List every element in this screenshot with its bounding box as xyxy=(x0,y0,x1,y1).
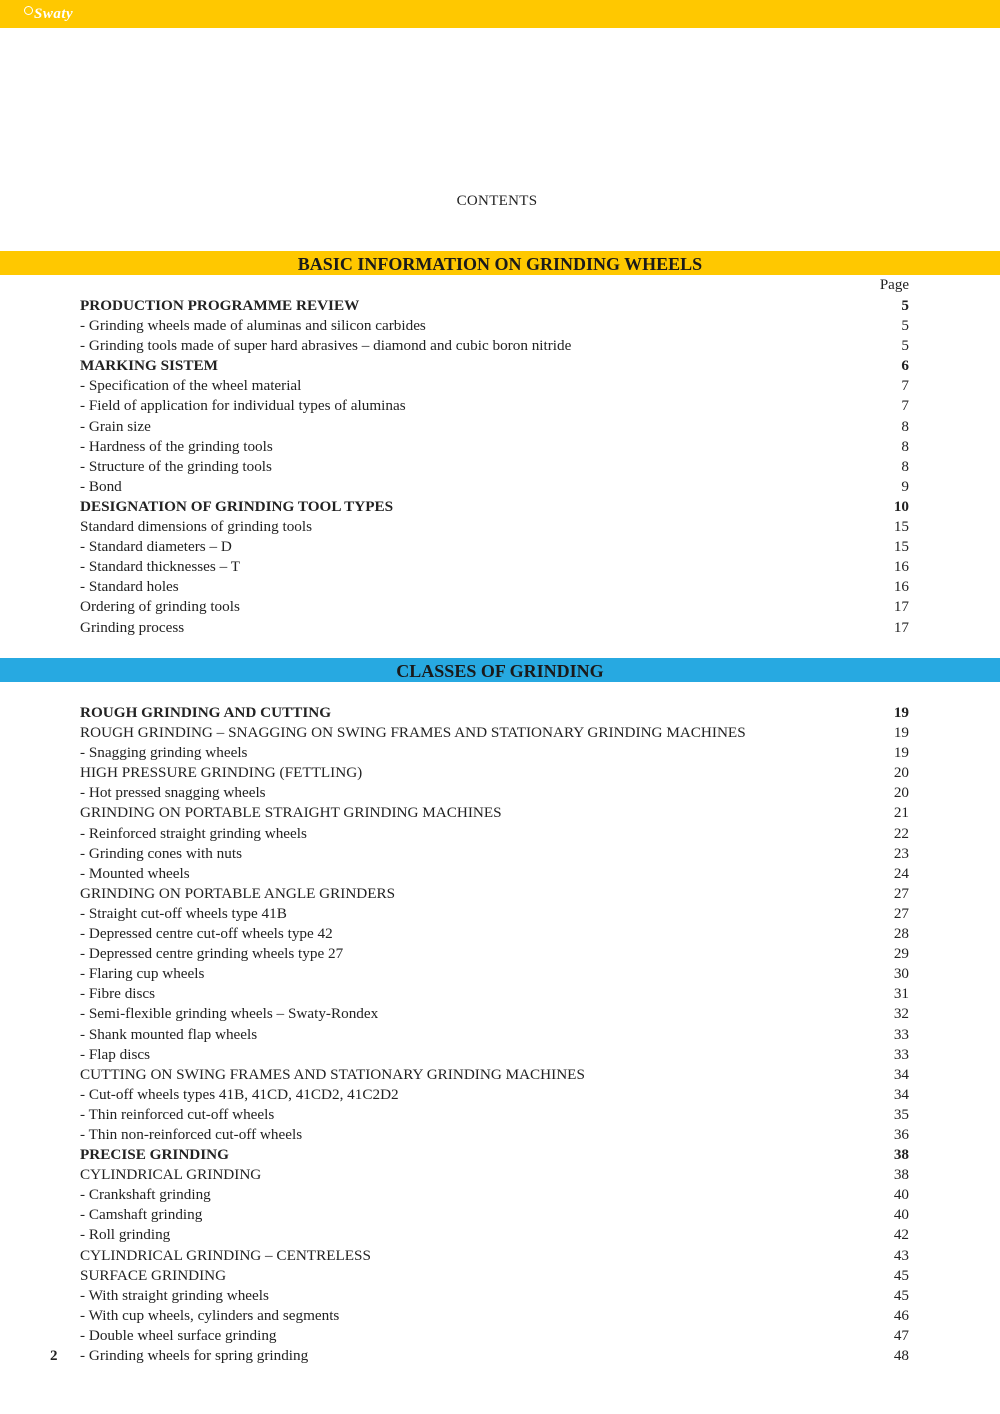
toc-entry xyxy=(80,824,909,844)
toc-entry xyxy=(80,924,909,944)
toc-entry xyxy=(80,1185,909,1205)
logo-text: Swaty xyxy=(34,6,74,22)
toc-entry-page: 48 xyxy=(893,1347,909,1364)
toc-entry-title: - Grain size xyxy=(80,417,151,435)
toc-entry-title: - Mounted wheels xyxy=(80,864,190,882)
toc-entry xyxy=(80,763,909,783)
toc-entry-title: - Depressed centre grinding wheels type 27 xyxy=(80,945,344,963)
toc-entry-page: 42 xyxy=(893,1226,909,1244)
toc-entry-title: GRINDING ON PORTABLE STRAIGHT GRINDING MACHINES xyxy=(80,804,502,822)
toc-entry xyxy=(80,557,909,577)
toc-entry xyxy=(80,1306,909,1326)
toc-entry-page: 7 xyxy=(901,397,909,415)
toc-entry-title: ROUGH GRINDING – SNAGGING ON SWING FRAMES AND STATIONARY GRINDING MACHINES xyxy=(80,724,746,742)
toc-entry-page: 8 xyxy=(901,457,909,475)
toc-entry xyxy=(80,723,909,743)
toc-entry xyxy=(80,864,909,884)
toc-entry xyxy=(80,577,909,597)
toc-entry-title: - Roll grinding xyxy=(80,1226,171,1244)
toc-entry-title: - Field of application for individual types of aluminas xyxy=(80,397,406,415)
toc-entry-page: 40 xyxy=(893,1206,909,1224)
toc-entry-page: 8 xyxy=(901,437,909,455)
toc-entry xyxy=(80,1266,909,1286)
toc-entry-page: 19 xyxy=(893,744,909,762)
toc-entry-title: - Semi-flexible grinding wheels – Swaty-Rondex xyxy=(80,1005,379,1023)
toc-entry xyxy=(80,356,909,376)
toc-entry-page: 20 xyxy=(893,784,909,802)
toc-entry-page: 15 xyxy=(893,538,909,556)
brand-logo xyxy=(24,4,73,24)
toc-entry-page: 23 xyxy=(893,844,909,862)
toc-entry-page: 47 xyxy=(893,1326,909,1344)
toc-entry xyxy=(80,844,909,864)
toc-entry-title: PRECISE GRINDING xyxy=(80,1146,229,1164)
toc-entry-title: - Flap discs xyxy=(80,1045,151,1063)
toc-entry xyxy=(80,944,909,964)
toc-entry-page: 45 xyxy=(893,1266,909,1284)
toc-entry xyxy=(80,1004,909,1024)
toc-entry-title: Standard dimensions of grinding tools xyxy=(80,518,313,536)
toc-entry-title: - Reinforced straight grinding wheels xyxy=(80,824,307,842)
toc-entry xyxy=(80,1286,909,1306)
toc-entry xyxy=(80,1165,909,1185)
toc-entry-title: - Grinding wheels made of aluminas and silicon carbides xyxy=(80,317,426,335)
toc-entry-page: 6 xyxy=(901,357,909,375)
toc-entry-page: 9 xyxy=(901,477,909,495)
toc-entry-title: CUTTING ON SWING FRAMES AND STATIONARY GRINDING MACHINES xyxy=(80,1065,585,1083)
toc-entry xyxy=(80,1025,909,1045)
toc-entry xyxy=(80,477,909,497)
toc-entry-title: CYLINDRICAL GRINDING xyxy=(80,1166,262,1184)
toc-entry xyxy=(80,1065,909,1085)
toc-entry-title: - Grinding cones with nuts xyxy=(80,844,242,862)
toc-entry-title: - Fibre discs xyxy=(80,985,156,1003)
page-number: 2 xyxy=(50,1348,58,1364)
toc-entry-page: 24 xyxy=(893,864,909,882)
toc-entry-title: - Thin reinforced cut-off wheels xyxy=(80,1105,275,1123)
toc-list-classes-of-grinding xyxy=(80,703,909,1366)
toc-entry-title: DESIGNATION OF GRINDING TOOL TYPES xyxy=(80,497,394,515)
toc-entry-page: 10 xyxy=(893,497,909,515)
toc-entry-page: 21 xyxy=(893,804,909,822)
toc-entry-page: 22 xyxy=(893,824,909,842)
toc-entry-page: 36 xyxy=(893,1125,909,1143)
toc-entry-page: 34 xyxy=(893,1085,909,1103)
toc-entry-page: 15 xyxy=(893,518,909,536)
toc-entry-title: - Specification of the wheel material xyxy=(80,377,302,395)
toc-entry-page: 8 xyxy=(901,417,909,435)
toc-entry-title: - Grinding wheels for spring grinding xyxy=(80,1347,309,1364)
toc-entry xyxy=(80,396,909,416)
toc-entry xyxy=(80,984,909,1004)
toc-entry-title: MARKING SISTEM xyxy=(80,357,218,375)
toc-list-basic-information xyxy=(80,296,909,638)
toc-entry xyxy=(80,1346,909,1366)
toc-entry xyxy=(80,904,909,924)
toc-entry-page: 33 xyxy=(893,1045,909,1063)
toc-entry xyxy=(80,537,909,557)
toc-entry-page: 7 xyxy=(901,377,909,395)
toc-entry-page: 45 xyxy=(893,1286,909,1304)
toc-entry xyxy=(80,597,909,617)
toc-entry-title: - With cup wheels, cylinders and segments xyxy=(80,1306,340,1324)
toc-entry-title: Ordering of grinding tools xyxy=(80,598,240,616)
toc-entry xyxy=(80,1085,909,1105)
toc-entry xyxy=(80,1225,909,1245)
toc-entry xyxy=(80,884,909,904)
toc-entry-page: 46 xyxy=(893,1306,909,1324)
toc-entry-page: 17 xyxy=(893,618,909,636)
toc-entry-title: - Double wheel surface grinding xyxy=(80,1326,277,1344)
toc-entry xyxy=(80,437,909,457)
toc-entry-title: - Crankshaft grinding xyxy=(80,1186,211,1204)
toc-entry xyxy=(80,1205,909,1225)
toc-entry-title: - Camshaft grinding xyxy=(80,1206,203,1224)
toc-entry-title: HIGH PRESSURE GRINDING (FETTLING) xyxy=(80,764,363,782)
header-bar xyxy=(0,0,1000,28)
toc-entry-page: 27 xyxy=(893,884,909,902)
toc-entry-title: PRODUCTION PROGRAMME REVIEW xyxy=(80,297,360,314)
toc-entry-page: 30 xyxy=(893,965,909,983)
toc-entry xyxy=(80,1125,909,1145)
toc-entry-title: - Standard holes xyxy=(80,578,179,596)
toc-entry-title: - Hardness of the grinding tools xyxy=(80,437,273,455)
toc-entry-page: 16 xyxy=(893,578,909,596)
toc-entry-page: 33 xyxy=(893,1025,909,1043)
toc-entry-title: - Depressed centre cut-off wheels type 42 xyxy=(80,925,333,943)
toc-entry-page: 5 xyxy=(901,337,909,355)
toc-entry-page: 43 xyxy=(893,1246,909,1264)
toc-entry xyxy=(80,703,909,723)
toc-entry xyxy=(80,803,909,823)
toc-entry xyxy=(80,1246,909,1266)
toc-entry xyxy=(80,1145,909,1165)
toc-entry-page: 28 xyxy=(893,925,909,943)
toc-entry-title: - Structure of the grinding tools xyxy=(80,457,272,475)
section-banner-basic-information: BASIC INFORMATION ON GRINDING WHEELS xyxy=(0,251,1000,275)
toc-entry xyxy=(80,618,909,638)
toc-entry-page: 32 xyxy=(893,1005,909,1023)
toc-entry-title: - Grinding tools made of super hard abrasives – diamond and cubic boron nitride xyxy=(80,337,572,355)
toc-entry xyxy=(80,1105,909,1125)
toc-entry xyxy=(80,497,909,517)
logo-mark-icon xyxy=(24,6,33,15)
contents-title: CONTENTS xyxy=(456,193,538,209)
toc-entry-page: 19 xyxy=(893,704,909,721)
toc-entry-title: - Bond xyxy=(80,477,122,495)
toc-entry xyxy=(80,964,909,984)
toc-entry-title: SURFACE GRINDING xyxy=(80,1266,227,1284)
toc-entry-title: - Standard diameters – D xyxy=(80,538,232,556)
toc-entry-page: 34 xyxy=(893,1065,909,1083)
page-column-label: Page xyxy=(879,277,909,293)
toc-entry-title: - Cut-off wheels types 41B, 41CD, 41CD2, 41C2D2 xyxy=(80,1085,399,1103)
toc-entry-title: ROUGH GRINDING AND CUTTING xyxy=(80,704,332,721)
toc-entry-title: Grinding process xyxy=(80,618,185,636)
toc-entry-title: - Standard thicknesses – T xyxy=(80,558,241,576)
toc-entry xyxy=(80,783,909,803)
toc-entry-page: 38 xyxy=(893,1166,909,1184)
toc-entry-page: 27 xyxy=(893,904,909,922)
toc-entry-title: - With straight grinding wheels xyxy=(80,1286,269,1304)
toc-entry-page: 38 xyxy=(893,1146,909,1164)
toc-entry-page: 29 xyxy=(893,945,909,963)
toc-entry-title: - Snagging grinding wheels xyxy=(80,744,248,762)
toc-entry xyxy=(80,1045,909,1065)
toc-entry-title: CYLINDRICAL GRINDING – CENTRELESS xyxy=(80,1246,371,1264)
toc-entry-page: 5 xyxy=(901,297,909,314)
section-banner-classes-of-grinding: CLASSES OF GRINDING xyxy=(0,658,1000,682)
toc-entry-page: 31 xyxy=(893,985,909,1003)
toc-entry-title: - Flaring cup wheels xyxy=(80,965,205,983)
toc-entry xyxy=(80,336,909,356)
toc-entry xyxy=(80,296,909,316)
toc-entry-title: - Shank mounted flap wheels xyxy=(80,1025,258,1043)
toc-entry-title: GRINDING ON PORTABLE ANGLE GRINDERS xyxy=(80,884,396,902)
toc-entry xyxy=(80,316,909,336)
toc-entry-title: - Thin non-reinforced cut-off wheels xyxy=(80,1125,303,1143)
toc-entry-page: 5 xyxy=(901,317,909,335)
toc-entry xyxy=(80,517,909,537)
toc-entry-page: 40 xyxy=(893,1186,909,1204)
toc-entry-page: 16 xyxy=(893,558,909,576)
toc-entry-page: 35 xyxy=(893,1105,909,1123)
toc-entry xyxy=(80,743,909,763)
toc-entry-page: 17 xyxy=(893,598,909,616)
toc-entry-page: 20 xyxy=(893,764,909,782)
toc-entry-title: - Hot pressed snagging wheels xyxy=(80,784,266,802)
toc-entry xyxy=(80,1326,909,1346)
toc-entry-page: 19 xyxy=(893,724,909,742)
toc-entry xyxy=(80,457,909,477)
toc-entry-title: - Straight cut-off wheels type 41B xyxy=(80,904,287,922)
toc-entry xyxy=(80,376,909,396)
toc-entry xyxy=(80,417,909,437)
